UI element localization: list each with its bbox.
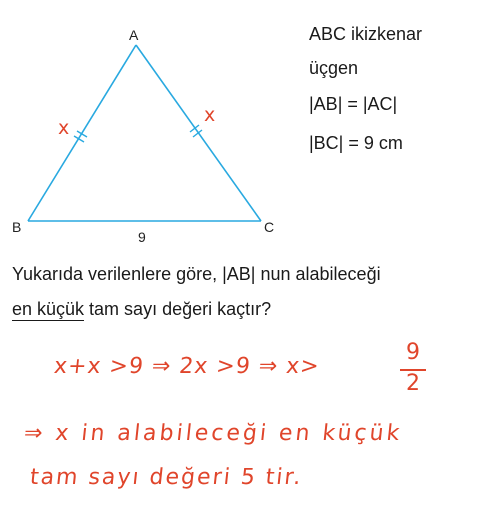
vertex-c-label: C (264, 219, 275, 235)
underlined-phrase: en küçük (12, 299, 85, 319)
side-ac-label: x (204, 104, 216, 126)
info-line-2: üçgen (309, 58, 359, 78)
solution-step-1: x+x >9 ⇒ 2x >9 ⇒ x> (52, 354, 321, 379)
solution-step-3: tam sayı değeri 5 tir. (28, 465, 304, 490)
solution-step-2: ⇒ x in alabileceği en küçük (22, 421, 404, 446)
vertex-a-label: A (129, 27, 139, 43)
base-length-label: 9 (138, 229, 146, 245)
fraction-numerator: 9 (406, 340, 420, 365)
triangle-figure (0, 0, 300, 250)
question-line-2-rest: tam sayı değeri kaçtır? (84, 299, 272, 319)
vertex-b-label: B (12, 219, 22, 235)
question-line-1: Yukarıda verilenlere göre, |AB| nun alabileceği (12, 264, 381, 284)
info-line-1: ABC ikizkenar (309, 24, 423, 44)
side-ab-label: x (58, 117, 70, 139)
side-ab (28, 45, 136, 221)
info-line-3: |AB| = |AC| (309, 94, 398, 114)
question-line-2 (12, 299, 271, 320)
fraction-denominator: 2 (406, 371, 420, 396)
info-line-4: |BC| = 9 cm (309, 133, 403, 153)
